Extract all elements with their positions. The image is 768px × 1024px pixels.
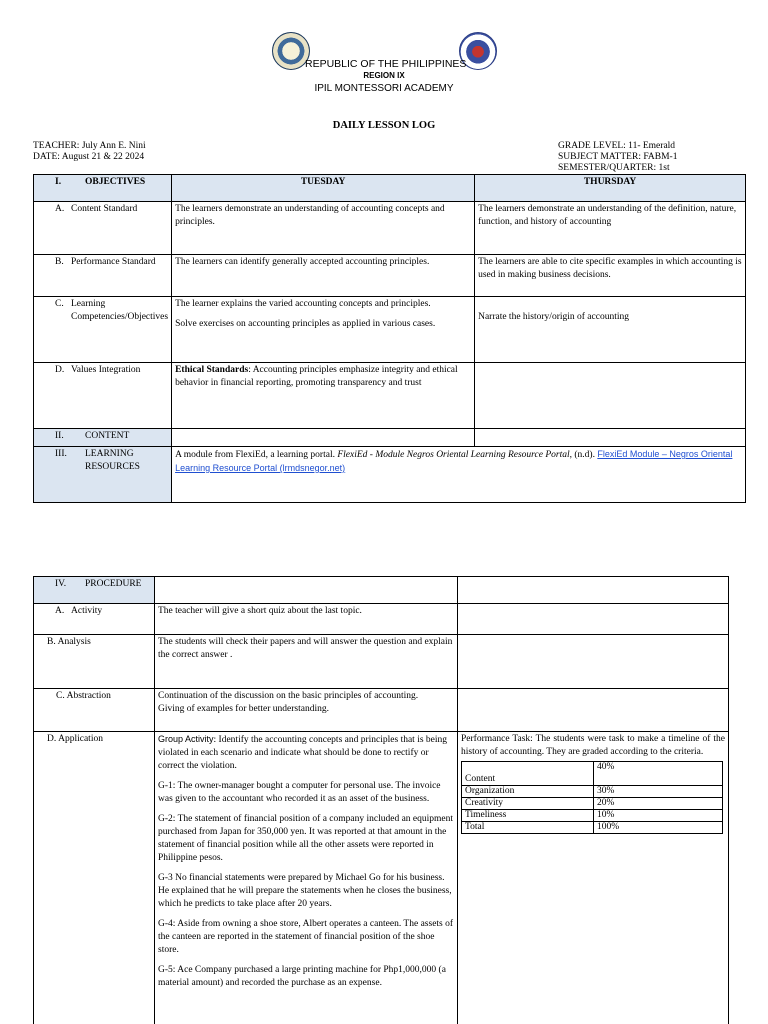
table-row: Organization 30% <box>462 786 723 798</box>
semester-field: SEMESTER/QUARTER: 1st <box>558 163 670 173</box>
thursday-cell: The learners are able to cite specific examples in which accounting is used in making business decisions. <box>475 255 746 297</box>
thursday-cell <box>458 604 729 635</box>
table-row <box>34 255 746 297</box>
table-row <box>34 297 746 363</box>
list-item: G-1: The owner-manager bought a computer for personal use. The invoice was given to the accountant who recorded it as an asset of the business. <box>158 781 441 804</box>
row-label: A. Content Standard <box>34 202 172 255</box>
row-label: B. Performance Standard <box>34 255 172 297</box>
tuesday-cell: The teacher will give a short quiz about the last topic. <box>155 604 458 635</box>
thursday-cell: Narrate the history/origin of accounting <box>475 297 746 363</box>
school-name: IPIL MONTESSORI ACADEMY <box>314 83 454 94</box>
tuesday-cell: The learners demonstrate an understanding of accounting concepts and principles. <box>172 202 475 255</box>
thursday-header: THURSDAY <box>475 175 746 202</box>
class-meta <box>558 141 677 174</box>
content-thursday <box>475 429 746 447</box>
table-row: Creativity 20% <box>462 798 723 810</box>
resources-label: III. LEARNING RESOURCES <box>34 447 172 503</box>
row-label: D. Values Integration <box>34 363 172 429</box>
procedure-thursday <box>458 577 729 604</box>
table-row <box>34 689 729 732</box>
row-label: C. Learning Competencies/Objectives <box>34 297 172 363</box>
document-title: DAILY LESSON LOG <box>332 120 436 131</box>
list-item: G-4: Aside from owning a shoe store, Albert operates a canteen. The assets of the canteen are reported in the statement of financial position of the shoe store. <box>158 919 454 955</box>
list-item: G-3 No financial statements were prepared by Michael Go for his business. He explained that he will prepare the statements when he closes the business, which he predicts to take place after 20 years. <box>158 873 452 909</box>
table-row <box>34 363 746 429</box>
content-label: II. CONTENT <box>34 429 172 447</box>
performance-task: Performance Task: The students were task to make a timeline of the history of accounting. They are graded according to the criteria. <box>461 734 725 757</box>
row-label: C. Abstraction <box>34 689 155 732</box>
tuesday-cell: Ethical Standards: Accounting principles emphasize integrity and ethical behavior in financial reporting, promoting transparency and trust <box>172 363 475 429</box>
teacher-field: TEACHER: July Ann E. Nini <box>33 141 146 151</box>
procedure-table <box>33 576 729 1024</box>
table-row <box>34 202 746 255</box>
tuesday-cell: Continuation of the discussion on the basic principles of accounting. Giving of examples for better understanding. <box>155 689 458 732</box>
content-row <box>34 429 746 447</box>
procedure-tuesday <box>155 577 458 604</box>
letterhead <box>0 30 768 100</box>
resources-link[interactable]: FlexiEd Module – Negros Oriental Learning Resource Portal (lrmdsnegor.net) <box>175 449 733 473</box>
republic-heading: REPUBLIC OF THE PHILIPPINES <box>305 58 467 70</box>
thursday-cell <box>458 689 729 732</box>
table-row: Content 40% <box>462 762 723 786</box>
resources-cell: A module from FlexiEd, a learning portal. FlexiEd - Module Negros Oriental Learning Resource Portal, (n.d). FlexiEd Module – Negros Oriental Learning Resource Portal (lrmdsnegor.net) <box>172 447 746 503</box>
tuesday-cell: The students will check their papers and will answer the question and explain the correct answer . <box>155 635 458 689</box>
list-item: G-2: The statement of financial position of a company included an equipment purchased from Japan for 350,000 yen. It was reported at that amount in the statement of financial position while all the other assets were reported in Philippine pesos. <box>158 814 454 863</box>
table-row: Timeliness 10% <box>462 810 723 822</box>
teacher-meta <box>33 141 146 163</box>
table-row: Total 100% <box>462 822 723 834</box>
tuesday-cell: The learners can identify generally accepted accounting principles. <box>172 255 475 297</box>
region-heading: REGION IX <box>363 71 405 80</box>
thursday-cell <box>458 732 729 1024</box>
resources-row <box>34 447 746 503</box>
objectives-table <box>33 174 746 503</box>
date-field: DATE: August 21 & 22 2024 <box>33 152 145 162</box>
thursday-cell: The learners demonstrate an understanding of the definition, nature, function, and history of accounting <box>475 202 746 255</box>
subject-field: SUBJECT MATTER: FABM-1 <box>558 152 678 162</box>
table-row <box>34 635 729 689</box>
procedure-header: IV. PROCEDURE <box>34 577 155 604</box>
thursday-cell <box>458 635 729 689</box>
row-label: A. Activity <box>34 604 155 635</box>
tuesday-cell: Group Activity: Identify the accounting concepts and principles that is being violated in each scenario and indicate what should be done to rectify or correct the violation. G-1: The owner-manager bought a computer for personal use. The invoice was given to the accountant who recorded it as an asset of the business. G-2: The statement of financial position of a company included an equipment purchased from Japan for 350,000 yen. It was reported at that amount in the statement of financial position while all the other assets were reported in Philippine pesos. G-3 No financial statements were prepared by Michael Go for his business. He explained that he will prepare the statements when he closes the business, which he predicts to take place after 20 years. G-4: Aside from owning a shoe store, Albert operates a canteen. The assets of the canteen are reported in the statement of financial position of the shoe store. G-5: Ace Company purchased a large printing machine for Php1,000,000 (a material amount) and recorded the purchase as an expense. <box>155 732 458 1024</box>
row-label: B. Analysis <box>34 635 155 689</box>
criteria-table <box>461 761 723 834</box>
tuesday-header: TUESDAY <box>172 175 475 202</box>
application-row <box>34 732 729 1024</box>
grade-field: GRADE LEVEL: 11- Emerald <box>558 141 676 151</box>
list-item: G-5: Ace Company purchased a large printing machine for Php1,000,000 (a material amount) and recorded the purchase as an expense. <box>158 965 446 988</box>
tuesday-cell: The learner explains the varied accounting concepts and principles. Solve exercises on accounting principles as applied in various cases. <box>172 297 475 363</box>
content-tuesday <box>172 429 475 447</box>
row-label: D. Application <box>34 732 155 1024</box>
thursday-cell <box>475 363 746 429</box>
objectives-header: I. OBJECTIVES <box>34 175 172 202</box>
table-row <box>34 604 729 635</box>
